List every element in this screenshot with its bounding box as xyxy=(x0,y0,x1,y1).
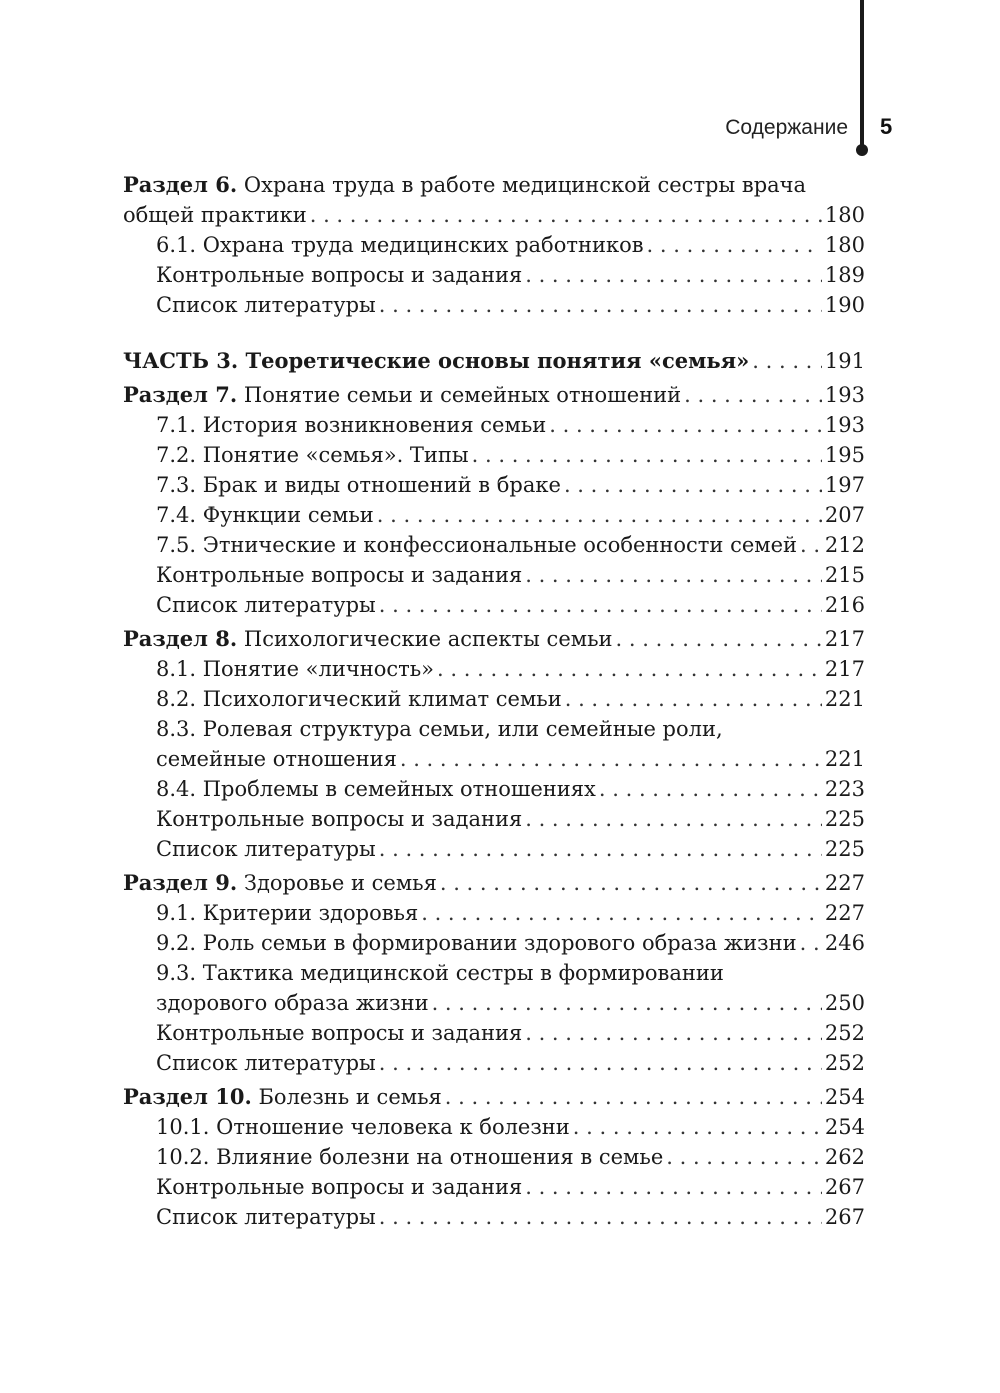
leader-dots xyxy=(666,1142,822,1172)
leader-dots xyxy=(800,530,822,560)
leader-dots xyxy=(599,774,822,804)
toc-entry xyxy=(123,774,865,804)
section-title: Здоровье и семья xyxy=(237,871,437,895)
page-ref: 252 xyxy=(824,1021,865,1045)
part-name: Теоретические основы понятия «семья» xyxy=(238,348,750,373)
toc-section-7 xyxy=(123,380,865,620)
toc-entry xyxy=(123,290,865,320)
leader-dots xyxy=(684,380,822,410)
leader-dots xyxy=(549,410,822,440)
entry-title: 7.3. Брак и виды отношений в браке xyxy=(156,473,561,497)
entry-title: 7.2. Понятие «семья». Типы xyxy=(156,443,469,467)
entry-title: 9.2. Роль семьи в формировании здорового образа жизни xyxy=(156,931,797,955)
leader-dots xyxy=(525,260,822,290)
leader-dots xyxy=(564,470,822,500)
section-label: Раздел 7. xyxy=(123,382,238,407)
toc-part-3 xyxy=(123,346,865,376)
leader-dots xyxy=(752,346,822,376)
leader-dots xyxy=(445,1082,822,1112)
toc-entry xyxy=(123,440,865,470)
entry-title: Список литературы xyxy=(156,1051,376,1075)
entry-title: 8.3. Ролевая структура семьи, или семейные роли, xyxy=(156,717,723,741)
page-ref: 212 xyxy=(824,533,865,557)
toc-section-8 xyxy=(123,624,865,864)
leader-dots xyxy=(472,440,822,470)
entry-title: 6.1. Охрана труда медицинских работников xyxy=(156,233,644,257)
entry-title: 7.4. Функции семьи xyxy=(156,503,374,527)
page-ref: 180 xyxy=(824,233,865,257)
toc-entry xyxy=(123,260,865,290)
toc-entry xyxy=(123,470,865,500)
entry-title: Список литературы xyxy=(156,837,376,861)
leader-dots xyxy=(573,1112,822,1142)
entry-title: 10.1. Отношение человека к болезни xyxy=(156,1115,570,1139)
toc-section-10 xyxy=(123,1082,865,1232)
entry-title: 7.5. Этнические и конфессиональные особенности семей xyxy=(156,533,798,557)
page-ref: 216 xyxy=(824,593,865,617)
section-label: Раздел 6. xyxy=(123,172,238,197)
entry-title: Контрольные вопросы и задания xyxy=(156,807,523,831)
toc-entry xyxy=(123,1172,865,1202)
leader-dots xyxy=(800,928,822,958)
entry-title: Список литературы xyxy=(156,293,376,317)
leader-dots xyxy=(379,290,822,320)
page-ref: 191 xyxy=(824,349,865,373)
toc-entry xyxy=(123,230,865,260)
page-ref: 262 xyxy=(824,1145,865,1169)
section-title: Понятие семьи и семейных отношений xyxy=(237,383,682,407)
leader-dots xyxy=(400,744,822,774)
leader-dots xyxy=(377,500,822,530)
entry-title: 8.4. Проблемы в семейных отношениях xyxy=(156,777,596,801)
entry-title: Контрольные вопросы и задания xyxy=(156,563,523,587)
leader-dots xyxy=(379,834,822,864)
toc-entry xyxy=(123,500,865,530)
section-title-cont: общей практики xyxy=(123,203,307,227)
leader-dots xyxy=(525,804,822,834)
page-ref: 254 xyxy=(824,1085,865,1109)
toc-entry xyxy=(123,200,865,230)
page-ref: 189 xyxy=(824,263,865,287)
page-ref: 195 xyxy=(824,443,865,467)
leader-dots xyxy=(440,868,822,898)
entry-title: 7.1. История возникновения семьи xyxy=(156,413,547,437)
entry-title: 10.2. Влияние болезни на отношения в семье xyxy=(156,1145,664,1169)
leader-dots xyxy=(379,1048,822,1078)
table-of-contents xyxy=(123,170,865,1232)
leader-dots xyxy=(310,200,822,230)
toc-entry xyxy=(123,834,865,864)
toc-section-9 xyxy=(123,868,865,1078)
toc-entry xyxy=(123,804,865,834)
entry-title: 8.2. Психологический климат семьи xyxy=(156,687,562,711)
section-title: Болезнь и семья xyxy=(251,1085,442,1109)
page-ref: 217 xyxy=(824,657,865,681)
entry-title-cont: здорового образа жизни xyxy=(156,991,429,1015)
page-ref: 225 xyxy=(824,837,865,861)
toc-entry xyxy=(123,560,865,590)
leader-dots xyxy=(616,624,822,654)
toc-entry xyxy=(123,744,865,774)
leader-dots xyxy=(421,898,822,928)
toc-entry xyxy=(123,1018,865,1048)
page-ref: 227 xyxy=(824,901,865,925)
page-ref: 267 xyxy=(824,1175,865,1199)
page-ref: 252 xyxy=(824,1051,865,1075)
section-label: Раздел 10. xyxy=(123,1084,252,1109)
toc-entry xyxy=(123,714,865,744)
page-ref: 197 xyxy=(824,473,865,497)
leader-dots xyxy=(565,684,822,714)
page-ref: 267 xyxy=(824,1205,865,1229)
entry-title: Контрольные вопросы и задания xyxy=(156,1175,523,1199)
page-ref: 254 xyxy=(824,1115,865,1139)
entry-title: Контрольные вопросы и задания xyxy=(156,263,523,287)
toc-entry xyxy=(123,1202,865,1232)
leader-dots xyxy=(647,230,822,260)
part-label: ЧАСТЬ 3. xyxy=(123,348,239,373)
toc-entry xyxy=(123,410,865,440)
leader-dots xyxy=(432,988,822,1018)
part-title xyxy=(123,346,749,376)
toc-entry xyxy=(123,958,865,988)
page-ref: 190 xyxy=(824,293,865,317)
page-ref: 246 xyxy=(824,931,865,955)
section-title: Охрана труда в работе медицинской сестры врача xyxy=(237,173,807,197)
section-label: Раздел 9. xyxy=(123,870,238,895)
toc-entry-heading xyxy=(123,868,865,898)
page-ref: 180 xyxy=(824,203,865,227)
page-ref: 221 xyxy=(824,747,865,771)
entry-title: 9.1. Критерии здоровья xyxy=(156,901,419,925)
page-ref: 225 xyxy=(824,807,865,831)
page-ref: 215 xyxy=(824,563,865,587)
entry-title-cont: семейные отношения xyxy=(156,747,397,771)
entry-title: Список литературы xyxy=(156,1205,376,1229)
toc-entry xyxy=(123,530,865,560)
page-number: 5 xyxy=(880,114,893,139)
page-ref: 193 xyxy=(824,413,865,437)
page-ref: 250 xyxy=(824,991,865,1015)
leader-dots xyxy=(379,1202,822,1232)
toc-entry xyxy=(123,1048,865,1078)
toc-entry xyxy=(123,1142,865,1172)
toc-entry-heading xyxy=(123,1082,865,1112)
section-title: Психологические аспекты семьи xyxy=(237,627,613,651)
page-ref: 227 xyxy=(824,871,865,895)
entry-title: Контрольные вопросы и задания xyxy=(156,1021,523,1045)
page-ref: 193 xyxy=(824,383,865,407)
page-ref: 217 xyxy=(824,627,865,651)
leader-dots xyxy=(525,1172,822,1202)
leader-dots xyxy=(437,654,822,684)
section-label: Раздел 8. xyxy=(123,626,238,651)
toc-entry-heading xyxy=(123,170,865,200)
toc-entry-heading xyxy=(123,624,865,654)
toc-entry xyxy=(123,1112,865,1142)
page-ref: 221 xyxy=(824,687,865,711)
entry-title: 8.1. Понятие «личность» xyxy=(156,657,435,681)
running-title: Содержание xyxy=(725,116,848,139)
toc-section-6 xyxy=(123,170,865,320)
header-vertical-rule xyxy=(860,0,864,148)
toc-entry-heading xyxy=(123,380,865,410)
entry-title: Список литературы xyxy=(156,593,376,617)
toc-entry xyxy=(123,654,865,684)
toc-entry xyxy=(123,590,865,620)
leader-dots xyxy=(525,560,822,590)
toc-entry xyxy=(123,898,865,928)
leader-dots xyxy=(379,590,822,620)
toc-entry xyxy=(123,684,865,714)
toc-entry xyxy=(123,988,865,1018)
page-ref: 223 xyxy=(824,777,865,801)
toc-entry xyxy=(123,928,865,958)
page-ref: 207 xyxy=(824,503,865,527)
entry-title: 9.3. Тактика медицинской сестры в формировании xyxy=(156,961,724,985)
header-rule-dot xyxy=(856,144,868,156)
leader-dots xyxy=(525,1018,822,1048)
